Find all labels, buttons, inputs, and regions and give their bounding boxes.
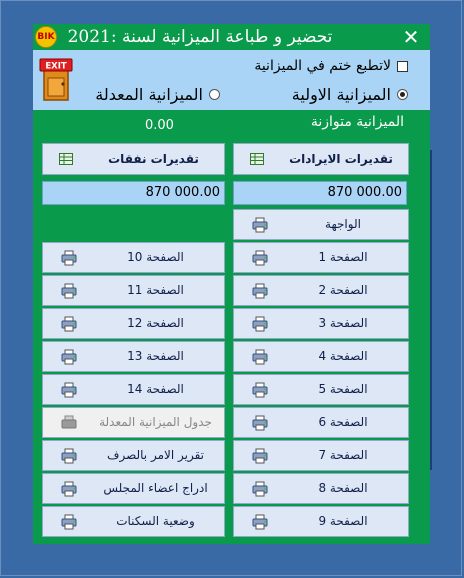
- expense-print-button-1[interactable]: [42, 242, 225, 273]
- balanced-text: الميزانية متوازنة: [310, 114, 404, 130]
- revenue-print-button-3[interactable]: [233, 275, 409, 306]
- expense-button-label: وضعية السكنات: [116, 514, 195, 528]
- expense-print-button-2[interactable]: [42, 275, 225, 306]
- expense-print-button-4[interactable]: [42, 341, 225, 372]
- revenue-print-button-1[interactable]: [233, 209, 409, 240]
- expense-print-button-6[interactable]: [42, 407, 225, 438]
- printer-icon: [61, 415, 77, 431]
- budget-window: [33, 24, 430, 544]
- expense-estimates-button[interactable]: [42, 143, 225, 175]
- revenue-print-button-10[interactable]: [233, 506, 409, 537]
- balance-status: [33, 112, 430, 142]
- expense-button-label: جدول الميزانية المعدلة: [99, 415, 212, 429]
- no-stamp-label: لاتطبع ختم في الميزانية: [254, 58, 391, 74]
- expense-button-label: تقرير الامر بالصرف: [107, 448, 204, 462]
- expense-button-label: الصفحة 12: [127, 316, 184, 330]
- printer-icon: [252, 514, 268, 530]
- expense-button-label: ادراج اعضاء المجلس: [103, 481, 208, 495]
- exit-button[interactable]: [38, 56, 76, 102]
- title-bar: [33, 24, 430, 50]
- revenue-button-label: الصفحة 4: [318, 349, 368, 363]
- printer-icon: [252, 250, 268, 266]
- printer-icon: [61, 349, 77, 365]
- printer-icon: [61, 481, 77, 497]
- radio-amended-budget[interactable]: [95, 83, 220, 105]
- printer-icon: [252, 382, 268, 398]
- expense-print-button-3[interactable]: [42, 308, 225, 339]
- printer-icon: [61, 514, 77, 530]
- radio-amended-label: الميزانية المعدلة: [95, 84, 203, 104]
- expense-print-button-9[interactable]: [42, 506, 225, 537]
- expense-print-button-5[interactable]: [42, 374, 225, 405]
- revenue-print-button-7[interactable]: [233, 407, 409, 438]
- revenue-print-button-5[interactable]: [233, 341, 409, 372]
- revenue-print-button-6[interactable]: [233, 374, 409, 405]
- spreadsheet-icon: [250, 153, 264, 165]
- app-logo-icon: BIK: [35, 26, 57, 48]
- radio-initial-budget[interactable]: [292, 83, 408, 105]
- expense-button-label: الصفحة 13: [127, 349, 184, 363]
- printer-icon: [61, 316, 77, 332]
- revenue-button-label: الصفحة 1: [318, 250, 368, 264]
- printer-icon: [252, 481, 268, 497]
- expense-estimates-label: تقديرات نفقات: [108, 152, 199, 166]
- revenue-button-label: الصفحة 8: [318, 481, 368, 495]
- no-stamp-checkbox[interactable]: [254, 56, 408, 76]
- revenue-button-label: الصفحة 7: [318, 448, 368, 462]
- revenue-print-button-2[interactable]: [233, 242, 409, 273]
- printer-icon: [252, 448, 268, 464]
- revenue-button-label: الصفحة 3: [318, 316, 368, 330]
- revenue-estimates-label: تقديرات الايرادات: [289, 152, 393, 166]
- radio-dot[interactable]: [209, 89, 220, 100]
- printer-icon: [252, 217, 268, 233]
- radio-dot-selected[interactable]: [397, 89, 408, 100]
- svg-text:EXIT: EXIT: [45, 61, 67, 72]
- printer-icon: [61, 448, 77, 464]
- revenue-button-label: الصفحة 2: [318, 283, 368, 297]
- window-title: تحضير و طباعة الميزانية لسنة :2021: [67, 27, 333, 47]
- revenue-print-button-9[interactable]: [233, 473, 409, 504]
- spreadsheet-icon: [59, 153, 73, 165]
- close-button[interactable]: ✕: [402, 25, 420, 49]
- revenue-button-label: الصفحة 6: [318, 415, 368, 429]
- printer-icon: [61, 382, 77, 398]
- revenue-button-label: الصفحة 5: [318, 382, 368, 396]
- expense-print-button-7[interactable]: [42, 440, 225, 471]
- expense-total-field[interactable]: 870 000.00: [42, 181, 225, 205]
- revenue-total-field[interactable]: 870 000.00: [233, 181, 407, 205]
- revenue-print-button-4[interactable]: [233, 308, 409, 339]
- revenue-estimates-button[interactable]: [233, 143, 409, 175]
- checkbox-box[interactable]: [397, 61, 408, 72]
- expense-button-label: الصفحة 11: [127, 283, 184, 297]
- balance-difference: 0.00: [145, 118, 174, 133]
- expense-print-button-8[interactable]: [42, 473, 225, 504]
- options-panel: [33, 50, 430, 110]
- printer-icon: [252, 349, 268, 365]
- expense-button-label: الصفحة 10: [127, 250, 184, 264]
- printer-icon: [252, 415, 268, 431]
- printer-icon: [61, 250, 77, 266]
- printer-icon: [252, 283, 268, 299]
- printer-icon: [252, 316, 268, 332]
- revenue-button-label: الواجهة: [325, 217, 361, 231]
- revenue-print-button-8[interactable]: [233, 440, 409, 471]
- expense-button-label: الصفحة 14: [127, 382, 184, 396]
- revenue-button-label: الصفحة 9: [318, 514, 368, 528]
- radio-initial-label: الميزانية الاولية: [291, 84, 391, 104]
- printer-icon: [61, 283, 77, 299]
- exit-door-icon: [38, 56, 76, 102]
